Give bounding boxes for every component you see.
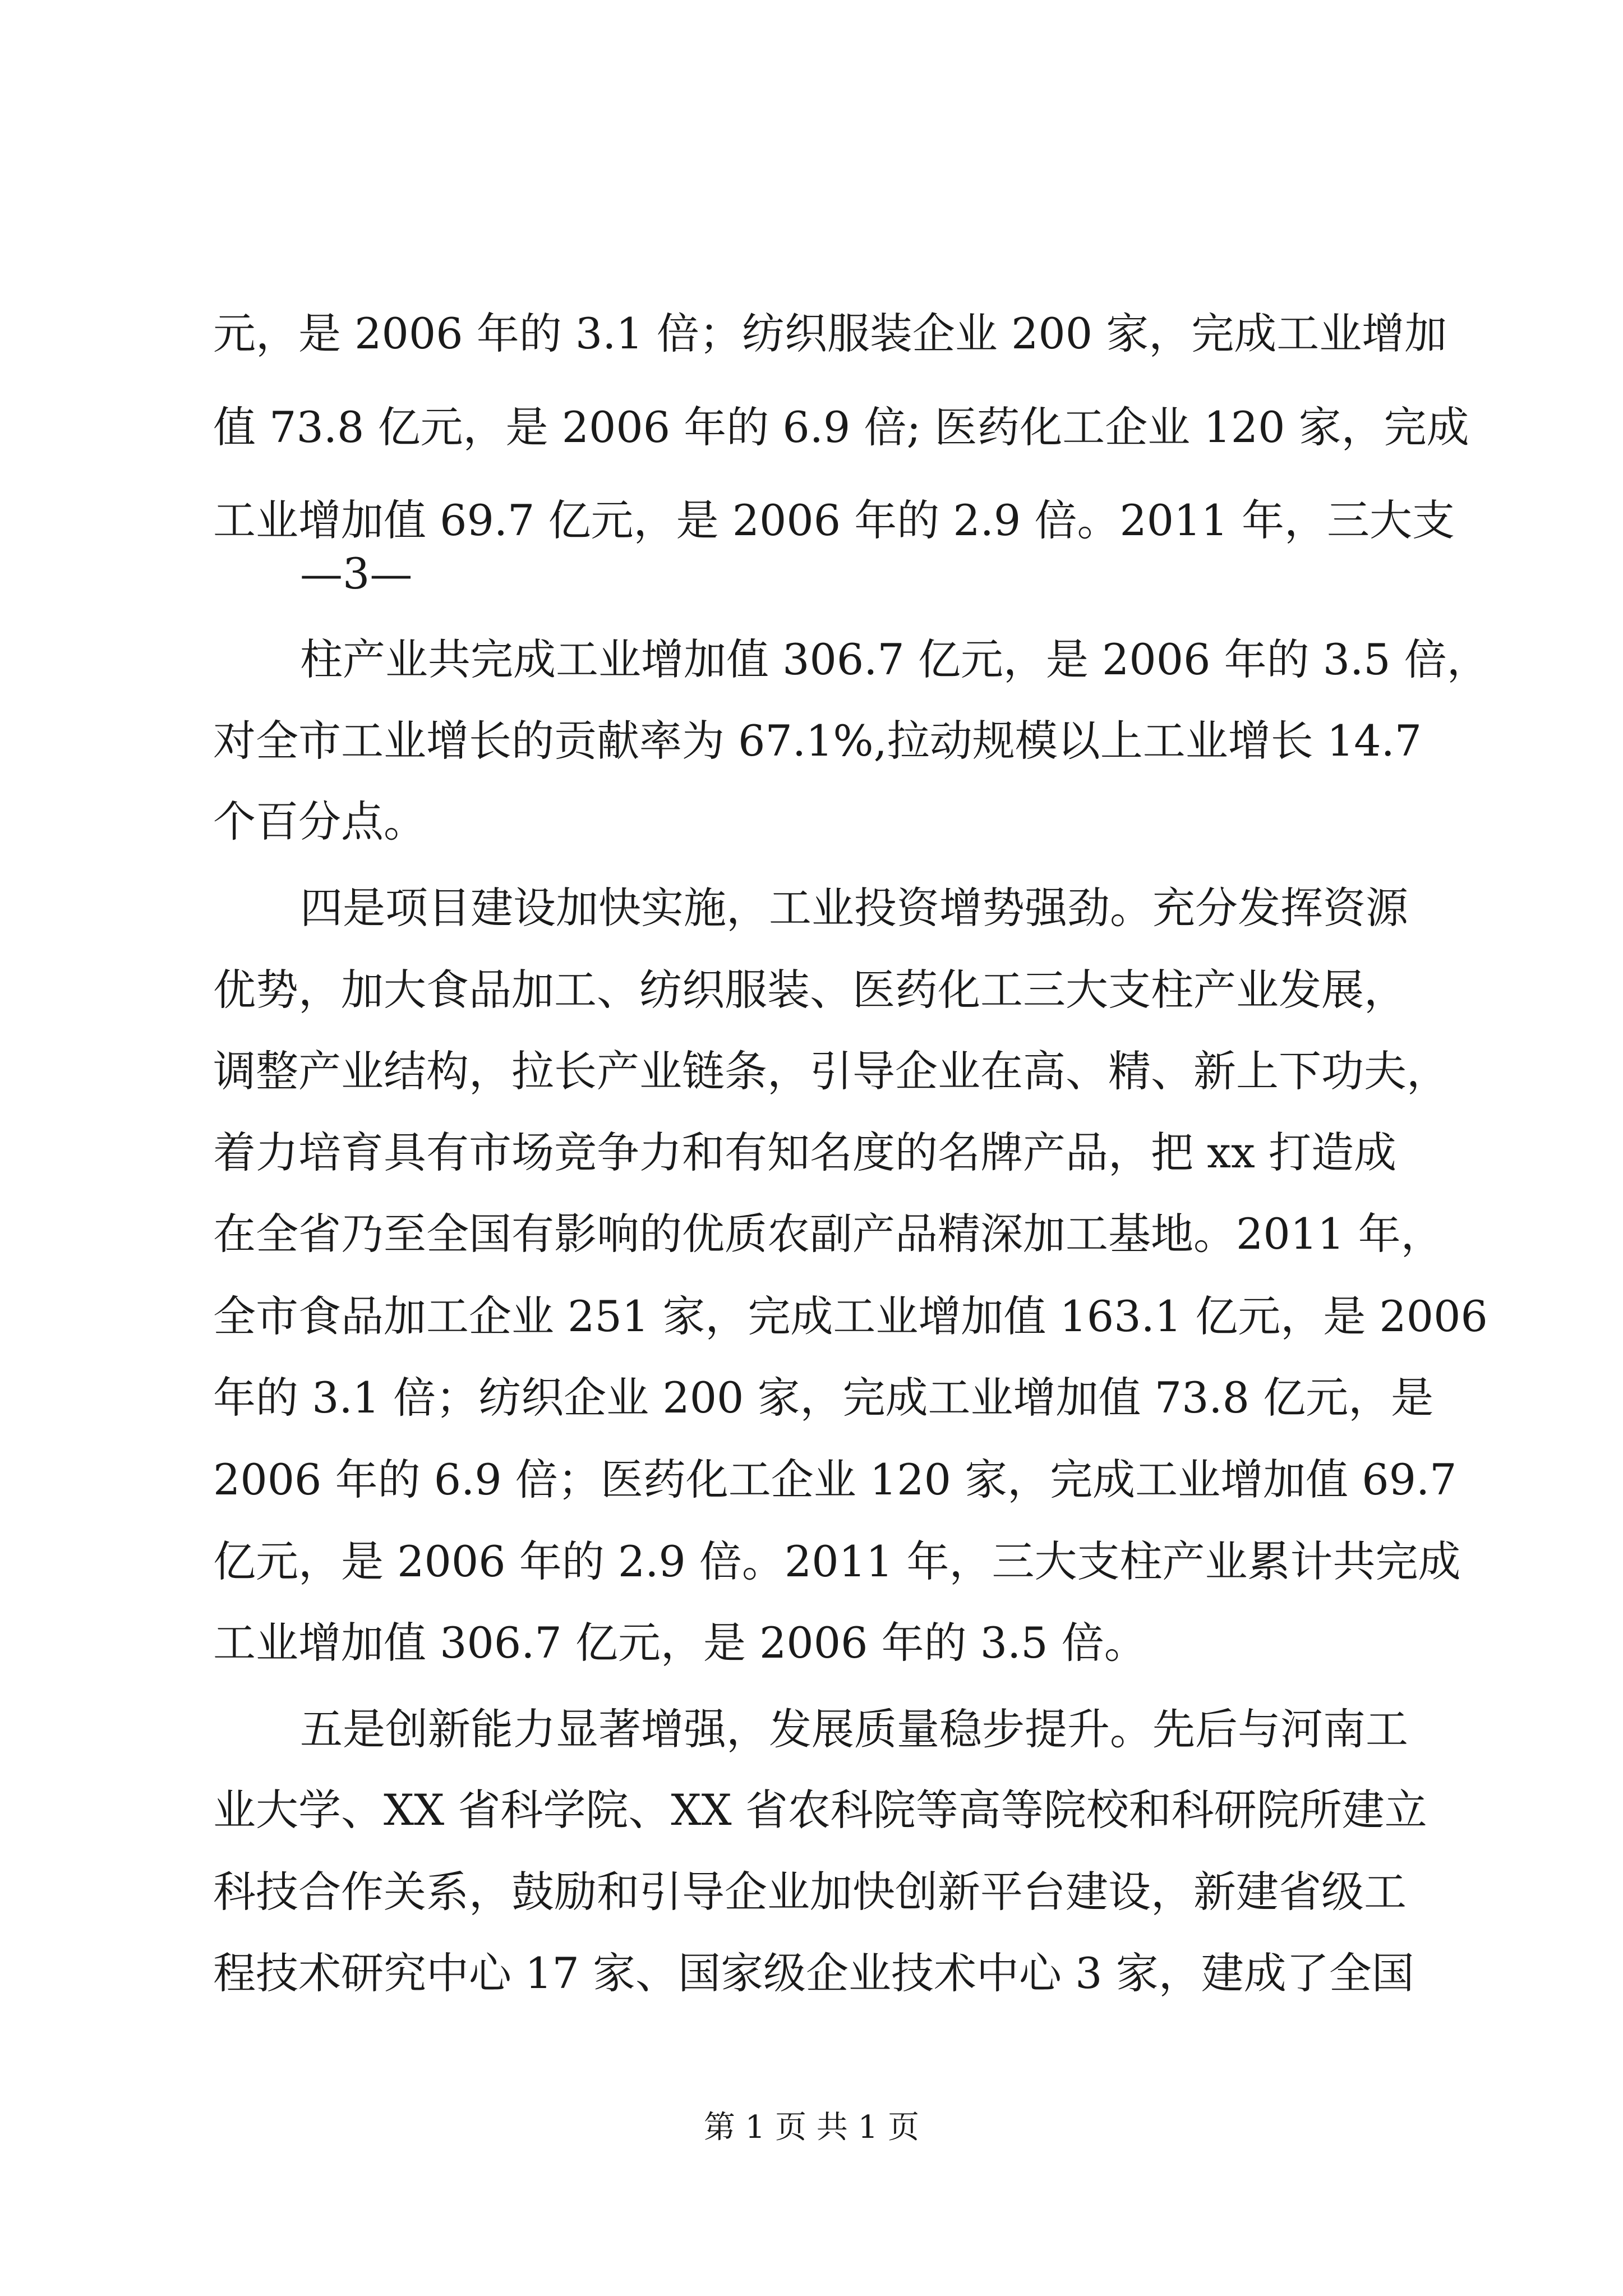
- text-line-5: 对全市工业增长的贡献率为 67.1%,拉动规模以上工业增长 14.7: [213, 716, 1422, 766]
- text-line-16: 工业增加值 306.7 亿元，是 2006 年的 3.5 倍。: [213, 1618, 1147, 1668]
- text-line-8: 优势，加大食品加工、纺织服装、医药化工三大支柱产业发展，: [213, 965, 1407, 1015]
- text-line-3: 工业增加值 69.7 亿元，是 2006 年的 2.9 倍。2011 年，三大支: [213, 495, 1455, 545]
- text-line-11: 在全省乃至全国有影响的优质农副产品精深加工基地。2011 年，: [213, 1209, 1444, 1259]
- text-line-17: 五是创新能力显著增强，发展质量稳步提升。先后与河南工: [300, 1704, 1408, 1754]
- text-line-7: 四是项目建设加快实施，工业投资增势强劲。充分发挥资源: [300, 883, 1408, 933]
- page-marker: —3—: [300, 549, 413, 599]
- text-line-15: 亿元，是 2006 年的 2.9 倍。2011 年，三大支柱产业累计共完成: [213, 1536, 1461, 1586]
- text-line-19: 科技合作关系，鼓励和引导企业加快创新平台建设，新建省级工: [213, 1867, 1407, 1917]
- text-line-4: 柱产业共完成工业增加值 306.7 亿元，是 2006 年的 3.5 倍，: [300, 634, 1490, 684]
- text-line-9: 调整产业结构，拉长产业链条，引导企业在高、精、新上下功夫，: [213, 1046, 1449, 1096]
- text-line-14: 2006 年的 6.9 倍；医药化工企业 120 家，完成工业增加值 69.7: [213, 1455, 1457, 1504]
- text-line-13: 年的 3.1 倍；纺织企业 200 家，完成工业增加值 73.8 亿元，是: [213, 1373, 1434, 1423]
- text-line-1: 元，是 2006 年的 3.1 倍；纺织服装企业 200 家，完成工业增加: [213, 309, 1447, 358]
- text-line-6: 个百分点。: [213, 797, 426, 846]
- text-line-12: 全市食品加工企业 251 家，完成工业增加值 163.1 亿元，是 2006: [213, 1291, 1488, 1341]
- text-line-20: 程技术研究中心 17 家、国家级企业技术中心 3 家，建成了全国: [213, 1948, 1414, 1998]
- text-line-2: 值 73.8 亿元，是 2006 年的 6.9 倍; 医药化工企业 120 家，完成: [213, 402, 1469, 452]
- text-line-10: 着力培育具有市场竞争力和有知名度的名牌产品，把 xx 打造成: [213, 1128, 1397, 1177]
- text-line-18: 业大学、XX 省科学院、XX 省农科院等高等院校和科研院所建立: [213, 1785, 1427, 1835]
- page-footer: 第 1 页 共 1 页: [703, 2109, 920, 2146]
